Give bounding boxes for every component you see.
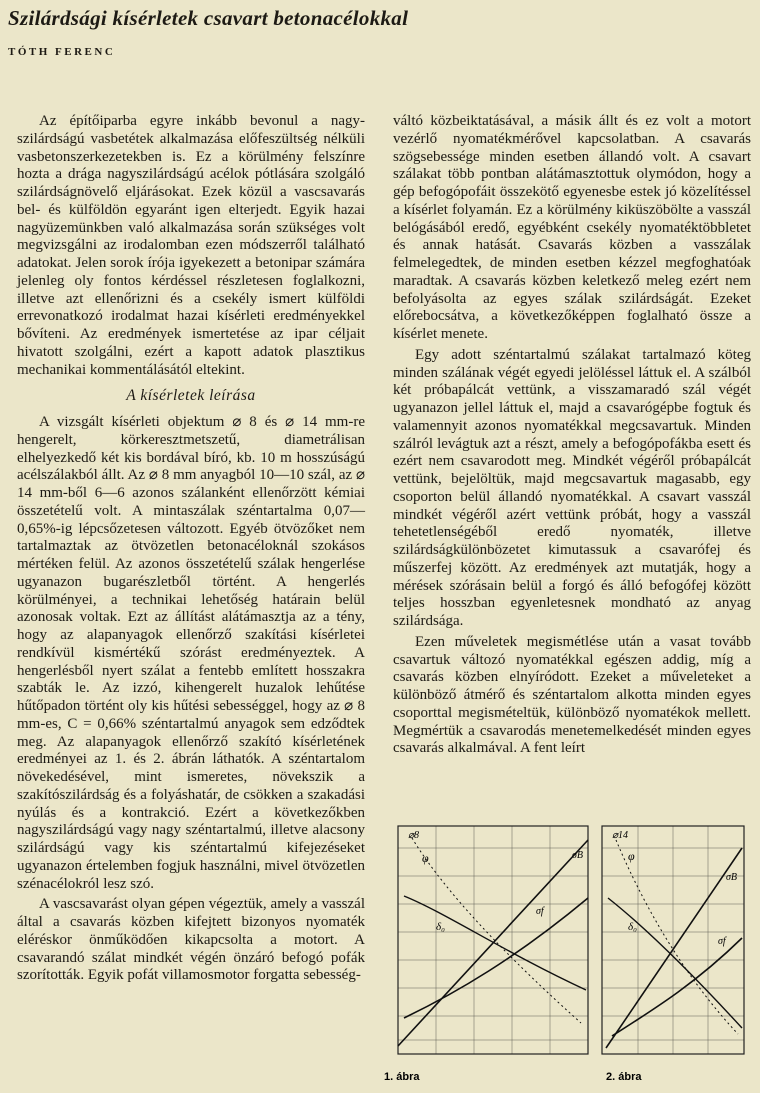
figure-2-sigma-b-line <box>606 848 742 1048</box>
figures-svg <box>376 818 754 1088</box>
body-paragraph-objects: A vizsgált kísérleti objektum ⌀ 8 és ⌀ 14 mm-re hengerelt, körkeresztmetszetű, diametrálisan elhelyezkedő két kis bordával bíró, kb. 10 m hosszúságú acélszálakból állt. Az ⌀ 8 mm anyagból 10—10 szál, az ⌀ 14 mm-ből 6—6 azonos szálanként ellenőrzött kémiai összetételű volt. A mintaszálak széntartalma 0,07—0,65%-ig lépcsőzetesen változott. Egyéb ötvözőket nem tartalmaztak az ötvözetlen betonacéloknál szokásos mértéken felül. Az azonos összetételű szálak hengerlése ugyanazon bugarészletből történt. A hengerlés körülményei, a technikai lehetőség határain belül azonosak voltak. Ezt az állítást alátámasztja az a tény, hogy az alapanyagok ellenőrző szakítási kísérletei rendkívül kismértékű szórást eredményeztek. A hengerlésből nyert szálat a fentebb említett hosszakra szabták le. Az izzó, kihengerelt huzalok lehűtése hűtőpadon történt oly kis hűtési sebességgel, hogy az ⌀ 8 mm-es, C = 0,66% széntartalmú anyagok sem edződtek meg. Az alapanyagok ellenőrző szakító kísérletének eredményei az 1. és 2. ábrán láthatók. A széntartalom növekedésével, mint ismeretes, növekszik a szakítószilárdság és a folyáshatár, de csökken a szakadási nyúlás és a kontrakció. Ezért a következőkben nagyszilárdságú vagy nagy széntartalmú, illetve alacsony szilárdságú vagy kis széntartalmú kifejezéseket ugyanazon értelemben fogjuk használni, mivel ötvözetlen szénacélokról lesz szó. <box>17 414 365 892</box>
left-column <box>17 113 365 985</box>
figure-2 <box>602 826 744 1083</box>
figure-1-sigma-f-label: σf <box>536 906 544 917</box>
figure-2-phi-label: φ <box>628 849 635 863</box>
figure-1-delta-line <box>404 896 586 990</box>
figure-1-sigma-f-line <box>404 898 588 1018</box>
figure-1-tag: ⌀8 <box>408 830 420 841</box>
figure-2-sigma-f-line <box>612 938 742 1036</box>
figure-2-delta-line <box>608 898 742 1028</box>
figure-1-delta-label: δ₀ <box>436 921 445 933</box>
article-title: Szilárdsági kísérletek csavart betonacélokkal <box>8 6 409 30</box>
figure-2-delta-label: δ₀ <box>628 921 637 933</box>
body-paragraph-machine: A vascsavarást olyan gépen végeztük, amely a vasszál által a csavarás közben kifejtett bizonyos nyomaték eléréskor önműködően kikapcsolta a motort. A csavarandó szálat mindkét végén önzáró befogó pofák szorították. Egyik pofát villamosmotor forgatta sebesség- <box>17 896 365 984</box>
figure-1-phi-label: φ <box>422 851 429 865</box>
figure-2-caption: 2. ábra <box>606 1071 642 1083</box>
body-paragraph-repetition: Ezen műveletek megismétlése után a vasat tovább csavartuk változó nyomatékkal egészen addig, míg a csavarás közben elnyíródott. Ezeket a műveleteket a különböző átmérő és széntartalom alkotta minden egyes csoporttal megismételtük, különböző nyomatékok mellett. Megmértük a csavarodás menetemelkedését minden egyes csavarás alkalmával. A fent leírt <box>393 633 751 757</box>
figure-1-caption: 1. ábra <box>384 1071 420 1083</box>
figure-1-sigma-b-label: σB <box>572 850 584 861</box>
intro-paragraph: Az építőiparba egyre inkább bevonul a nagy-szilárdságú vasbetétek alkalmazása előfeszültség nélküli vasbetonszerkezetekben is. Ez a körülmény felszínre hozta a drága nagyszilárdságú acélok pótlására szolgáló szilárdságnövelő eljárásokat. Ezek közül a vascsavarás bel- és külföldön egyaránt igen elterjedt. Egyik hazai nagyüzemünkben való alkalmazása során szükséges volt megvizsgálni az irodalomban ezen módszerről található adatokat. Jelen sorok írója igyekezett a betonipar számára jelenleg oly fontos kérdéssel részletesen foglalkozni, illetve azt ellenőrizni és a csekély ismert külföldi errevonatkozó irodalmat hazai kísérleti eredményekkel bővíteni. Az eredmények ismertetése az ipar céljait hivatott szolgálni, ezért a kapott adatok plasztikus mechanikai kommentálásától eltekint. <box>17 113 365 378</box>
section-heading: A kísérletek leírása <box>126 387 256 405</box>
article-author: TÓTH FERENC <box>8 46 116 58</box>
right-column <box>393 113 751 758</box>
body-paragraph-procedure: Egy adott széntartalmú szálakat tartalmazó köteg minden szálának végét egyedi jelöléssel láttuk el. A szálból két próbapálcát vettünk, a visszamaradó szál végét ugyanazon jellel láttuk el, majd a csavarógépbe fogtuk és valamennyit azonos nyomatékkal megcsavartuk. Minden szálról levágtuk azt a részt, amely a befogópofákba esett és ezért nem csavarodott meg. Mindkét végéről próbapálcát vettünk, bejelöltük, majd megcsavartuk magasabb, egy csoporton belül állandó nyomatékkal. A csavart vasszál mindkét végéről azért vettünk próbát, hogy a vasszál tehetetlenségéből eredő nyomaték, illetve szilárdságkülönbözetet kimutassuk a csavarófej és műszerfej között. Az eredmények azt mutatják, hogy a mérések szórásain belül a forgó és álló befogófej között teljes hosszban egyenletesnek mondható az anyag szilárdsága. <box>393 346 751 629</box>
figures-area <box>376 818 754 1088</box>
body-paragraph-continued: váltó közbeiktatásával, a másik állt és ez volt a motort vezérlő nyomatékmérővel kapcsolatban. A csavarás szögsebessége minden esetben állandó volt. A csavart szálakat több pontban alátámasztottuk olymódon, hogy a gép befogópofáit összekötő egyenesbe estek jó közelítéssel a kísérlet folyamán. Ez a körülmény kiküszöbölte a vasszál belógásából eredő, egyébként csekély nyomatéktöbbletet és annak hatását. Csavarás közben a vasszálak felmelegedtek, de minden esetben kézzel megfoghatóak maradtak. A csavarás közben keletkező meleg ezért nem befolyásolta az egyes szálak szilárdságát. Ezeket előrebocsátva, a következőképpen foglalható össze a kísérlet menete. <box>393 113 751 342</box>
figure-1 <box>384 826 588 1083</box>
figure-2-sigma-b-label: σB <box>726 872 738 883</box>
figure-2-tag: ⌀14 <box>612 830 629 841</box>
figure-2-sigma-f-label: σf <box>718 936 726 947</box>
